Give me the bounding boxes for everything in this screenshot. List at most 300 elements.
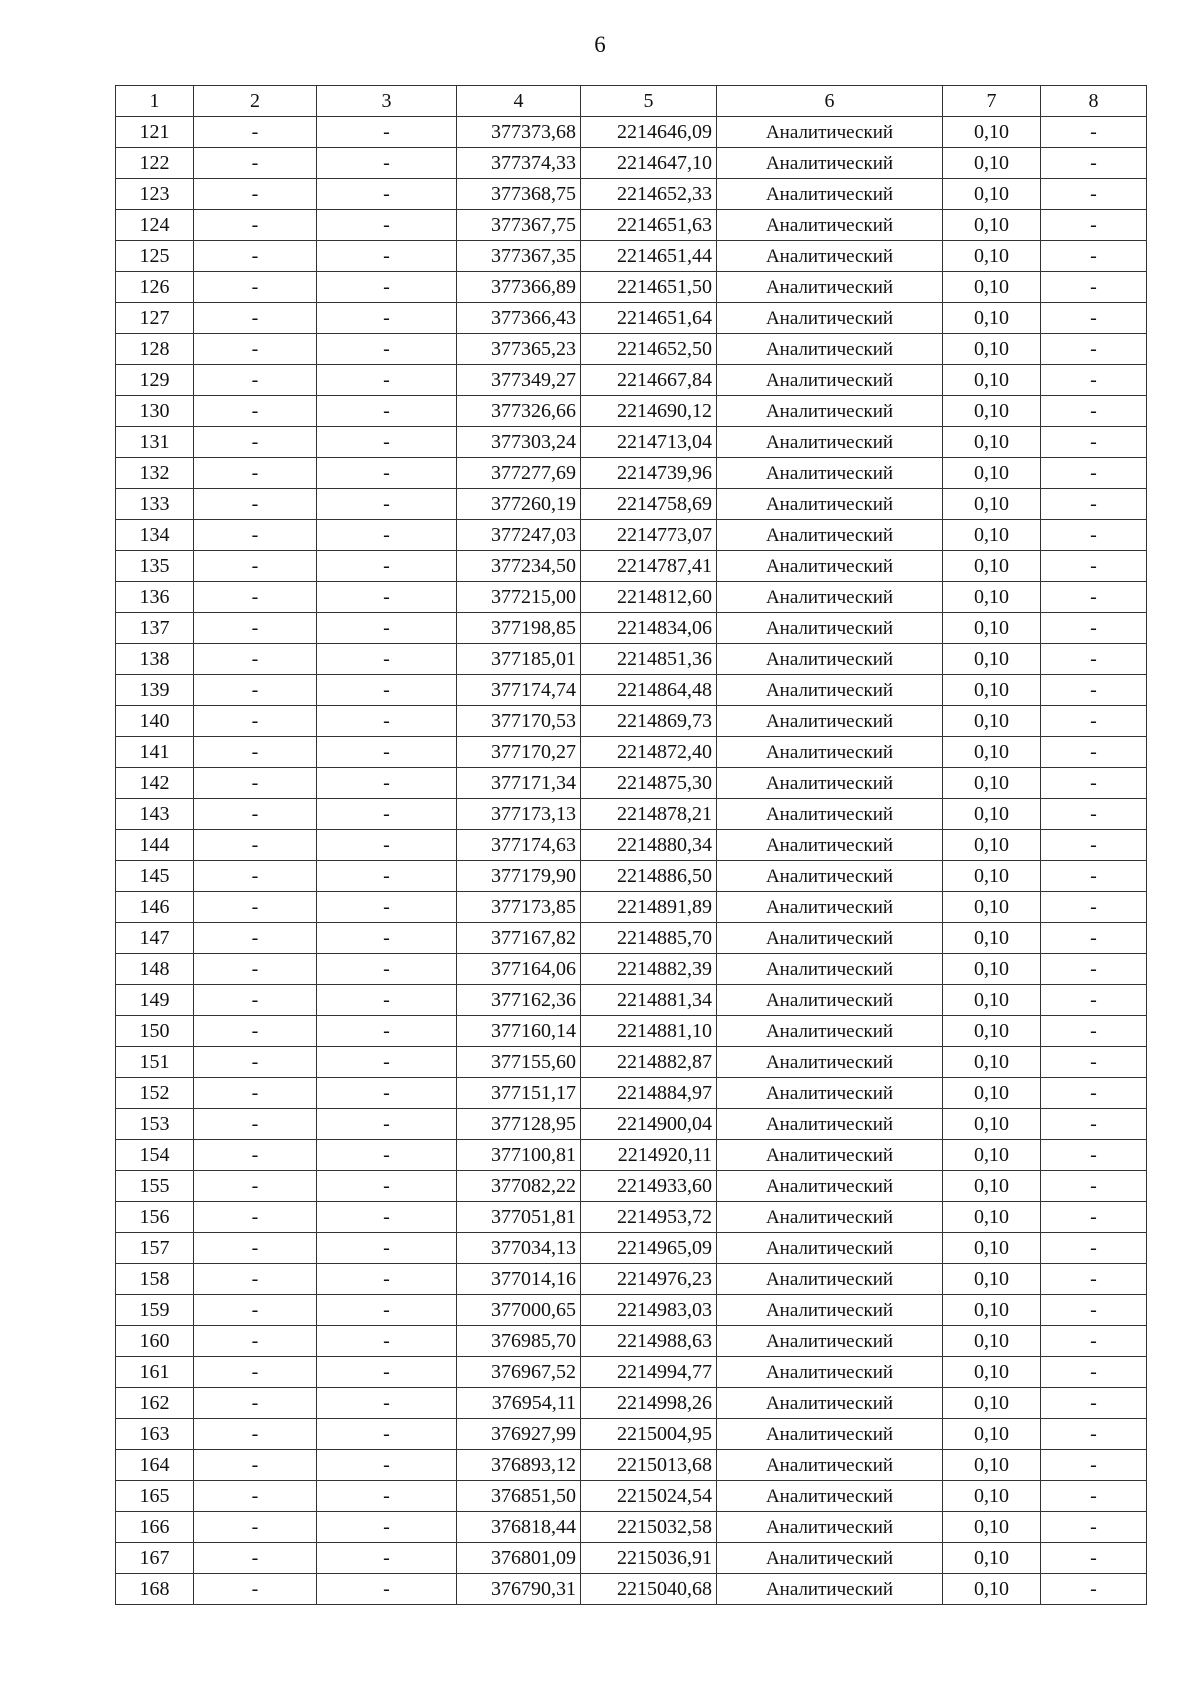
cell-col-3: - [317,117,457,148]
method-cell: Аналитический [717,737,943,768]
cell-col-2: - [194,1419,317,1450]
page-number: 6 [594,32,606,57]
table-row [116,737,1147,768]
cell-col-3: - [317,861,457,892]
accuracy-cell: 0,10 [943,737,1041,768]
cell-col-2: - [194,1171,317,1202]
x-coordinate-cell: 377365,23 [457,334,581,365]
cell-col-8: - [1041,458,1147,489]
method-cell: Аналитический [717,551,943,582]
cell-col-2: - [194,396,317,427]
table-row [116,365,1147,396]
method-cell: Аналитический [717,1450,943,1481]
table-row [116,458,1147,489]
point-number-cell: 124 [116,210,194,241]
cell-col-2: - [194,1574,317,1605]
accuracy-cell: 0,10 [943,1481,1041,1512]
y-coordinate-cell: 2214834,06 [581,613,717,644]
cell-col-3: - [317,1016,457,1047]
cell-col-3: - [317,396,457,427]
cell-col-8: - [1041,241,1147,272]
table-row [116,892,1147,923]
cell-col-2: - [194,768,317,799]
cell-col-8: - [1041,396,1147,427]
x-coordinate-cell: 377215,00 [457,582,581,613]
cell-col-8: - [1041,1202,1147,1233]
accuracy-cell: 0,10 [943,799,1041,830]
accuracy-cell: 0,10 [943,1016,1041,1047]
cell-col-3: - [317,613,457,644]
method-cell: Аналитический [717,334,943,365]
x-coordinate-cell: 377034,13 [457,1233,581,1264]
point-number-cell: 130 [116,396,194,427]
accuracy-cell: 0,10 [943,1295,1041,1326]
x-coordinate-cell: 377151,17 [457,1078,581,1109]
accuracy-cell: 0,10 [943,1543,1041,1574]
cell-col-3: - [317,1140,457,1171]
cell-col-3: - [317,520,457,551]
y-coordinate-cell: 2214652,50 [581,334,717,365]
cell-col-3: - [317,334,457,365]
x-coordinate-cell: 377173,13 [457,799,581,830]
cell-col-2: - [194,1016,317,1047]
cell-col-8: - [1041,861,1147,892]
y-coordinate-cell: 2214864,48 [581,675,717,706]
cell-col-3: - [317,706,457,737]
point-number-cell: 152 [116,1078,194,1109]
table-row [116,1109,1147,1140]
cell-col-8: - [1041,954,1147,985]
method-cell: Аналитический [717,489,943,520]
cell-col-2: - [194,1512,317,1543]
x-coordinate-cell: 377303,24 [457,427,581,458]
point-number-cell: 121 [116,117,194,148]
point-number-cell: 148 [116,954,194,985]
x-coordinate-cell: 377100,81 [457,1140,581,1171]
point-number-cell: 134 [116,520,194,551]
x-coordinate-cell: 376954,11 [457,1388,581,1419]
x-coordinate-cell: 376790,31 [457,1574,581,1605]
y-coordinate-cell: 2215013,68 [581,1450,717,1481]
x-coordinate-cell: 377349,27 [457,365,581,396]
accuracy-cell: 0,10 [943,148,1041,179]
cell-col-8: - [1041,830,1147,861]
accuracy-cell: 0,10 [943,210,1041,241]
table-row [116,1512,1147,1543]
cell-col-3: - [317,303,457,334]
y-coordinate-cell: 2214994,77 [581,1357,717,1388]
cell-col-3: - [317,1047,457,1078]
table-row [116,582,1147,613]
cell-col-8: - [1041,520,1147,551]
cell-col-8: - [1041,1543,1147,1574]
point-number-cell: 142 [116,768,194,799]
cell-col-2: - [194,303,317,334]
cell-col-2: - [194,985,317,1016]
cell-col-8: - [1041,768,1147,799]
table-row [116,1016,1147,1047]
cell-col-8: - [1041,117,1147,148]
point-number-cell: 147 [116,923,194,954]
cell-col-3: - [317,1295,457,1326]
cell-col-8: - [1041,1109,1147,1140]
method-cell: Аналитический [717,861,943,892]
method-cell: Аналитический [717,1109,943,1140]
x-coordinate-cell: 377368,75 [457,179,581,210]
table-row [116,1388,1147,1419]
x-coordinate-cell: 377170,27 [457,737,581,768]
table-row [116,117,1147,148]
table-row [116,210,1147,241]
y-coordinate-cell: 2214869,73 [581,706,717,737]
table-row [116,1574,1147,1605]
accuracy-cell: 0,10 [943,303,1041,334]
accuracy-cell: 0,10 [943,458,1041,489]
table-row [116,148,1147,179]
method-cell: Аналитический [717,1264,943,1295]
table-row [116,427,1147,458]
cell-col-3: - [317,1543,457,1574]
y-coordinate-cell: 2214851,36 [581,644,717,675]
point-number-cell: 163 [116,1419,194,1450]
x-coordinate-cell: 377167,82 [457,923,581,954]
cell-col-3: - [317,954,457,985]
table-row [116,272,1147,303]
cell-col-2: - [194,892,317,923]
cell-col-8: - [1041,1419,1147,1450]
y-coordinate-cell: 2214882,39 [581,954,717,985]
cell-col-3: - [317,365,457,396]
x-coordinate-cell: 377260,19 [457,489,581,520]
cell-col-8: - [1041,427,1147,458]
y-coordinate-cell: 2214646,09 [581,117,717,148]
cell-col-2: - [194,613,317,644]
accuracy-cell: 0,10 [943,1264,1041,1295]
x-coordinate-cell: 377374,33 [457,148,581,179]
cell-col-8: - [1041,985,1147,1016]
cell-col-2: - [194,334,317,365]
y-coordinate-cell: 2214812,60 [581,582,717,613]
cell-col-2: - [194,706,317,737]
x-coordinate-cell: 377366,89 [457,272,581,303]
cell-col-2: - [194,737,317,768]
cell-col-3: - [317,1512,457,1543]
point-number-cell: 143 [116,799,194,830]
method-cell: Аналитический [717,954,943,985]
cell-col-3: - [317,1450,457,1481]
y-coordinate-cell: 2215004,95 [581,1419,717,1450]
x-coordinate-cell: 376851,50 [457,1481,581,1512]
x-coordinate-cell: 377051,81 [457,1202,581,1233]
cell-col-8: - [1041,272,1147,303]
cell-col-2: - [194,117,317,148]
y-coordinate-cell: 2214886,50 [581,861,717,892]
point-number-cell: 127 [116,303,194,334]
cell-col-8: - [1041,1450,1147,1481]
table-row [116,396,1147,427]
table-row [116,768,1147,799]
cell-col-8: - [1041,1326,1147,1357]
table-row [116,1078,1147,1109]
x-coordinate-cell: 376818,44 [457,1512,581,1543]
table-row [116,1450,1147,1481]
cell-col-3: - [317,1109,457,1140]
cell-col-2: - [194,1481,317,1512]
accuracy-cell: 0,10 [943,241,1041,272]
cell-col-8: - [1041,1047,1147,1078]
y-coordinate-cell: 2214998,26 [581,1388,717,1419]
method-cell: Аналитический [717,365,943,396]
accuracy-cell: 0,10 [943,1171,1041,1202]
cell-col-3: - [317,1357,457,1388]
y-coordinate-cell: 2214875,30 [581,768,717,799]
y-coordinate-cell: 2214965,09 [581,1233,717,1264]
point-number-cell: 133 [116,489,194,520]
point-number-cell: 153 [116,1109,194,1140]
accuracy-cell: 0,10 [943,1202,1041,1233]
cell-col-3: - [317,675,457,706]
x-coordinate-cell: 377234,50 [457,551,581,582]
cell-col-8: - [1041,334,1147,365]
x-coordinate-cell: 377171,34 [457,768,581,799]
cell-col-8: - [1041,1233,1147,1264]
accuracy-cell: 0,10 [943,954,1041,985]
x-coordinate-cell: 377367,75 [457,210,581,241]
x-coordinate-cell: 377082,22 [457,1171,581,1202]
accuracy-cell: 0,10 [943,520,1041,551]
cell-col-8: - [1041,148,1147,179]
method-cell: Аналитический [717,117,943,148]
y-coordinate-cell: 2214758,69 [581,489,717,520]
point-number-cell: 145 [116,861,194,892]
point-number-cell: 128 [116,334,194,365]
point-number-cell: 131 [116,427,194,458]
point-number-cell: 161 [116,1357,194,1388]
method-cell: Аналитический [717,1326,943,1357]
cell-col-8: - [1041,365,1147,396]
coordinates-table [115,85,1147,1605]
point-number-cell: 129 [116,365,194,396]
method-cell: Аналитический [717,272,943,303]
point-number-cell: 125 [116,241,194,272]
accuracy-cell: 0,10 [943,489,1041,520]
cell-col-8: - [1041,737,1147,768]
y-coordinate-cell: 2215032,58 [581,1512,717,1543]
cell-col-8: - [1041,582,1147,613]
method-cell: Аналитический [717,1047,943,1078]
y-coordinate-cell: 2214651,64 [581,303,717,334]
table-row [116,1140,1147,1171]
y-coordinate-cell: 2214988,63 [581,1326,717,1357]
cell-col-2: - [194,861,317,892]
table-row [116,1202,1147,1233]
y-coordinate-cell: 2215036,91 [581,1543,717,1574]
x-coordinate-cell: 377247,03 [457,520,581,551]
cell-col-3: - [317,768,457,799]
cell-col-8: - [1041,1574,1147,1605]
y-coordinate-cell: 2214878,21 [581,799,717,830]
cell-col-3: - [317,241,457,272]
x-coordinate-cell: 377000,65 [457,1295,581,1326]
y-coordinate-cell: 2214739,96 [581,458,717,489]
table-row [116,923,1147,954]
cell-col-8: - [1041,799,1147,830]
method-cell: Аналитический [717,1512,943,1543]
table-row [116,799,1147,830]
cell-col-3: - [317,923,457,954]
method-cell: Аналитический [717,582,943,613]
cell-col-3: - [317,799,457,830]
cell-col-2: - [194,1357,317,1388]
cell-col-2: - [194,675,317,706]
accuracy-cell: 0,10 [943,1140,1041,1171]
method-cell: Аналитический [717,830,943,861]
cell-col-8: - [1041,675,1147,706]
x-coordinate-cell: 377174,74 [457,675,581,706]
cell-col-8: - [1041,1357,1147,1388]
method-cell: Аналитический [717,1388,943,1419]
cell-col-2: - [194,923,317,954]
method-cell: Аналитический [717,179,943,210]
accuracy-cell: 0,10 [943,861,1041,892]
table-row [116,1357,1147,1388]
x-coordinate-cell: 376801,09 [457,1543,581,1574]
table-row [116,830,1147,861]
accuracy-cell: 0,10 [943,1357,1041,1388]
cell-col-3: - [317,1202,457,1233]
cell-col-3: - [317,489,457,520]
cell-col-2: - [194,179,317,210]
y-coordinate-cell: 2214773,07 [581,520,717,551]
method-cell: Аналитический [717,1574,943,1605]
cell-col-3: - [317,272,457,303]
point-number-cell: 154 [116,1140,194,1171]
x-coordinate-cell: 377160,14 [457,1016,581,1047]
accuracy-cell: 0,10 [943,582,1041,613]
cell-col-2: - [194,1388,317,1419]
accuracy-cell: 0,10 [943,613,1041,644]
accuracy-cell: 0,10 [943,551,1041,582]
y-coordinate-cell: 2214787,41 [581,551,717,582]
column-header: 2 [194,86,317,117]
accuracy-cell: 0,10 [943,365,1041,396]
accuracy-cell: 0,10 [943,1419,1041,1450]
cell-col-8: - [1041,613,1147,644]
table-row [116,1295,1147,1326]
cell-col-3: - [317,1388,457,1419]
cell-col-8: - [1041,644,1147,675]
cell-col-3: - [317,892,457,923]
y-coordinate-cell: 2214983,03 [581,1295,717,1326]
x-coordinate-cell: 377198,85 [457,613,581,644]
cell-col-3: - [317,1419,457,1450]
y-coordinate-cell: 2214882,87 [581,1047,717,1078]
method-cell: Аналитический [717,1543,943,1574]
point-number-cell: 146 [116,892,194,923]
x-coordinate-cell: 377326,66 [457,396,581,427]
table-row [116,551,1147,582]
method-cell: Аналитический [717,985,943,1016]
x-coordinate-cell: 376985,70 [457,1326,581,1357]
table-row [116,520,1147,551]
cell-col-8: - [1041,179,1147,210]
y-coordinate-cell: 2214885,70 [581,923,717,954]
point-number-cell: 156 [116,1202,194,1233]
accuracy-cell: 0,10 [943,427,1041,458]
cell-col-8: - [1041,706,1147,737]
cell-col-8: - [1041,1388,1147,1419]
cell-col-8: - [1041,1016,1147,1047]
accuracy-cell: 0,10 [943,179,1041,210]
table-row [116,1264,1147,1295]
point-number-cell: 137 [116,613,194,644]
method-cell: Аналитический [717,303,943,334]
method-cell: Аналитический [717,148,943,179]
method-cell: Аналитический [717,427,943,458]
table-row [116,985,1147,1016]
accuracy-cell: 0,10 [943,1047,1041,1078]
point-number-cell: 144 [116,830,194,861]
y-coordinate-cell: 2214976,23 [581,1264,717,1295]
x-coordinate-cell: 377014,16 [457,1264,581,1295]
cell-col-2: - [194,1450,317,1481]
method-cell: Аналитический [717,520,943,551]
cell-col-2: - [194,1078,317,1109]
cell-col-2: - [194,954,317,985]
point-number-cell: 136 [116,582,194,613]
accuracy-cell: 0,10 [943,768,1041,799]
y-coordinate-cell: 2214900,04 [581,1109,717,1140]
cell-col-8: - [1041,892,1147,923]
accuracy-cell: 0,10 [943,892,1041,923]
point-number-cell: 150 [116,1016,194,1047]
point-number-cell: 168 [116,1574,194,1605]
method-cell: Аналитический [717,210,943,241]
y-coordinate-cell: 2215040,68 [581,1574,717,1605]
accuracy-cell: 0,10 [943,1078,1041,1109]
table-row [116,675,1147,706]
accuracy-cell: 0,10 [943,644,1041,675]
cell-col-3: - [317,737,457,768]
table-row [116,954,1147,985]
table-row [116,613,1147,644]
table-header-row [116,86,1147,117]
cell-col-2: - [194,551,317,582]
method-cell: Аналитический [717,675,943,706]
accuracy-cell: 0,10 [943,1450,1041,1481]
point-number-cell: 164 [116,1450,194,1481]
y-coordinate-cell: 2214651,44 [581,241,717,272]
cell-col-2: - [194,458,317,489]
point-number-cell: 122 [116,148,194,179]
column-header: 8 [1041,86,1147,117]
table-row [116,861,1147,892]
method-cell: Аналитический [717,706,943,737]
accuracy-cell: 0,10 [943,706,1041,737]
cell-col-3: - [317,1233,457,1264]
cell-col-3: - [317,1574,457,1605]
table-row [116,1481,1147,1512]
cell-col-8: - [1041,1295,1147,1326]
point-number-cell: 167 [116,1543,194,1574]
cell-col-8: - [1041,1481,1147,1512]
cell-col-2: - [194,241,317,272]
cell-col-8: - [1041,1171,1147,1202]
point-number-cell: 151 [116,1047,194,1078]
method-cell: Аналитический [717,644,943,675]
y-coordinate-cell: 2214713,04 [581,427,717,458]
x-coordinate-cell: 377367,35 [457,241,581,272]
